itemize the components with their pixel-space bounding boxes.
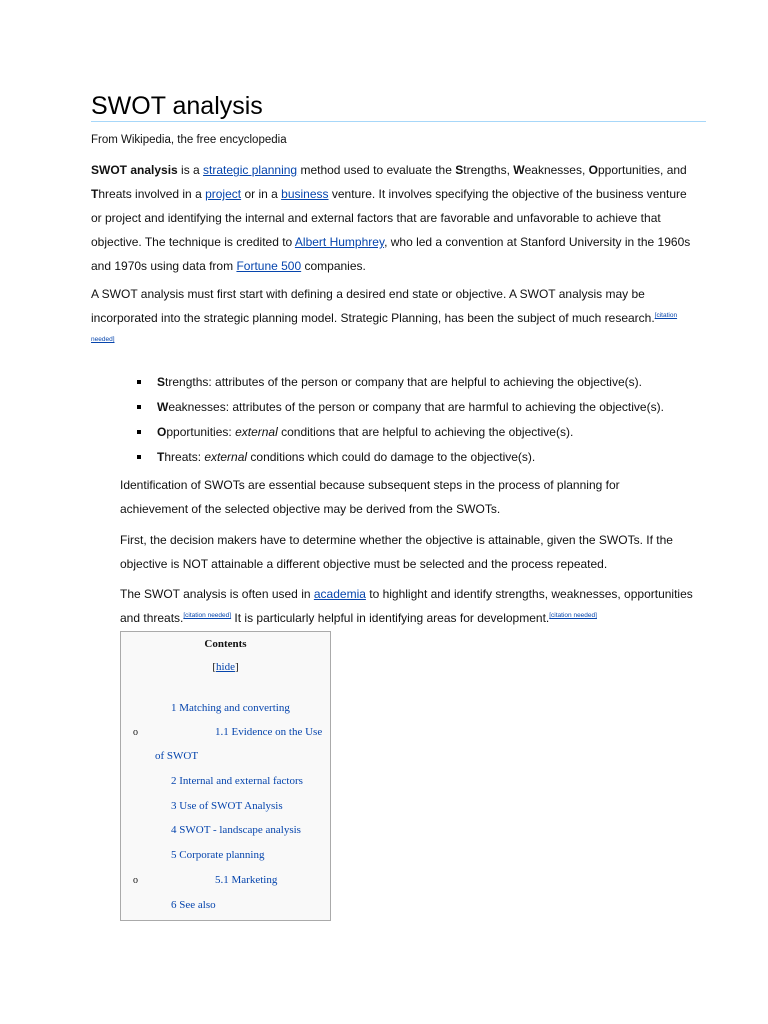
- toc-item-1-1-cont[interactable]: of SWOT: [155, 750, 199, 762]
- table-of-contents: [120, 631, 331, 921]
- toc-hide-toggle: [121, 661, 330, 673]
- link-academia[interactable]: academia: [313, 587, 366, 601]
- bracket: [: [212, 661, 217, 673]
- toc-sub-bullet: o: [133, 727, 138, 738]
- bullet-letter: O: [157, 425, 167, 439]
- toc-item-4[interactable]: 4 SWOT - landscape analysis: [171, 824, 301, 836]
- link-business[interactable]: business: [281, 187, 329, 201]
- bullet-text: conditions which could do damage to the objective(s).: [247, 450, 536, 464]
- page-subtitle: From Wikipedia, the free encyclopedia: [91, 134, 287, 146]
- bullet-letter: S: [157, 375, 166, 389]
- academia-paragraph: [120, 582, 700, 630]
- intro-text: trengths,: [463, 163, 514, 177]
- toc-title: Contents: [204, 638, 247, 650]
- intro-text: , who led a convention at Stanford University in the 1960s and 1970s using data from: [91, 235, 691, 273]
- list-item-opportunities: [120, 420, 664, 445]
- objective-paragraph: [91, 282, 691, 354]
- link-project[interactable]: project: [205, 187, 242, 201]
- swot-list: [120, 370, 664, 470]
- bracket: ]: [234, 661, 239, 673]
- toc-item-1[interactable]: 1 Matching and converting: [171, 702, 290, 714]
- citation-needed-link[interactable]: [citation needed]: [549, 612, 597, 619]
- toc-item-2[interactable]: 2 Internal and external factors: [171, 775, 303, 787]
- identification-paragraph: Identification of SWOTs are essential because subsequent steps in the process of planning for achievement of the selected objective may be derived from the SWOTs.: [120, 478, 620, 516]
- bullet-emphasis: external: [204, 450, 248, 464]
- bullet-emphasis: external: [235, 425, 278, 439]
- decision-paragraph: First, the decision makers have to determine whether the objective is attainable, given the SWOTs. If the objective is NOT attainable a different objective must be selected and the process repeated.: [120, 533, 673, 571]
- paragraph-text: It is particularly helpful in identifying areas for development.: [231, 611, 550, 625]
- bullet-text: eaknesses: attributes of the person or company that are harmful to achieving the objective(s).: [168, 400, 664, 414]
- letter-s: S: [455, 163, 464, 177]
- toc-item-5-1[interactable]: 5.1 Marketing: [215, 874, 278, 886]
- intro-text: companies.: [301, 259, 366, 273]
- toc-item-5[interactable]: 5 Corporate planning: [171, 849, 265, 861]
- intro-text: method used to evaluate the: [297, 163, 456, 177]
- link-fortune-500[interactable]: Fortune 500: [236, 259, 302, 273]
- letter-w: W: [513, 163, 525, 177]
- bullet-text: hreats:: [164, 450, 205, 464]
- bullet-text: conditions that are helpful to achieving the objective(s).: [277, 425, 574, 439]
- intro-text: pportunities,: [597, 163, 664, 177]
- list-item-weaknesses: [120, 395, 664, 420]
- intro-text: hreats involved in a: [98, 187, 206, 201]
- toc-item-3[interactable]: 3 Use of SWOT Analysis: [171, 800, 283, 812]
- intro-paragraph: [91, 158, 691, 278]
- intro-text: eaknesses,: [524, 163, 589, 177]
- list-item-threats: [120, 445, 664, 470]
- intro-text: venture. It involves specifying the objective of the business venture or project and identifying the internal and external factors that are favorable and unfavorable to achieve that objective. The technique is credited to: [91, 187, 687, 249]
- intro-text: or in a: [241, 187, 282, 201]
- link-strategic-planning[interactable]: strategic planning: [203, 163, 298, 177]
- bullet-letter: W: [157, 400, 169, 414]
- toc-item-1-1[interactable]: 1.1 Evidence on the Use: [215, 726, 323, 738]
- intro-text: is a: [177, 163, 204, 177]
- paragraph-text: The SWOT analysis is often used in: [120, 587, 314, 601]
- toc-hide-link[interactable]: hide: [216, 661, 235, 673]
- paragraph-text: to highlight and identify strengths, weaknesses, opportunities and threats.: [120, 587, 693, 625]
- bullet-text: pportunities:: [166, 425, 236, 439]
- bullet-text: trengths: attributes of the person or company that are helpful to achieving the objective(s).: [165, 375, 642, 389]
- toc-sub-bullet: o: [133, 875, 138, 886]
- page-title: SWOT analysis: [91, 92, 263, 120]
- bullet-letter: T: [157, 450, 165, 464]
- citation-needed-link[interactable]: [citation needed]: [183, 612, 232, 619]
- intro-text: and: [666, 163, 687, 177]
- paragraph-text: A SWOT analysis must first start with defining a desired end state or objective. A SWOT analysis may be incorporated into the strategic planning model. Strategic Planning, has been the subject of much research.: [91, 287, 655, 325]
- letter-t: T: [91, 187, 99, 201]
- letter-o: O: [588, 163, 598, 177]
- citation-needed-link[interactable]: [citation needed]: [91, 312, 678, 343]
- link-albert-humphrey[interactable]: Albert Humphrey: [294, 235, 385, 249]
- lead-term: SWOT analysis: [91, 163, 178, 177]
- list-item-strengths: [120, 370, 664, 395]
- toc-item-6[interactable]: 6 See also: [171, 899, 216, 911]
- title-divider: [91, 121, 706, 122]
